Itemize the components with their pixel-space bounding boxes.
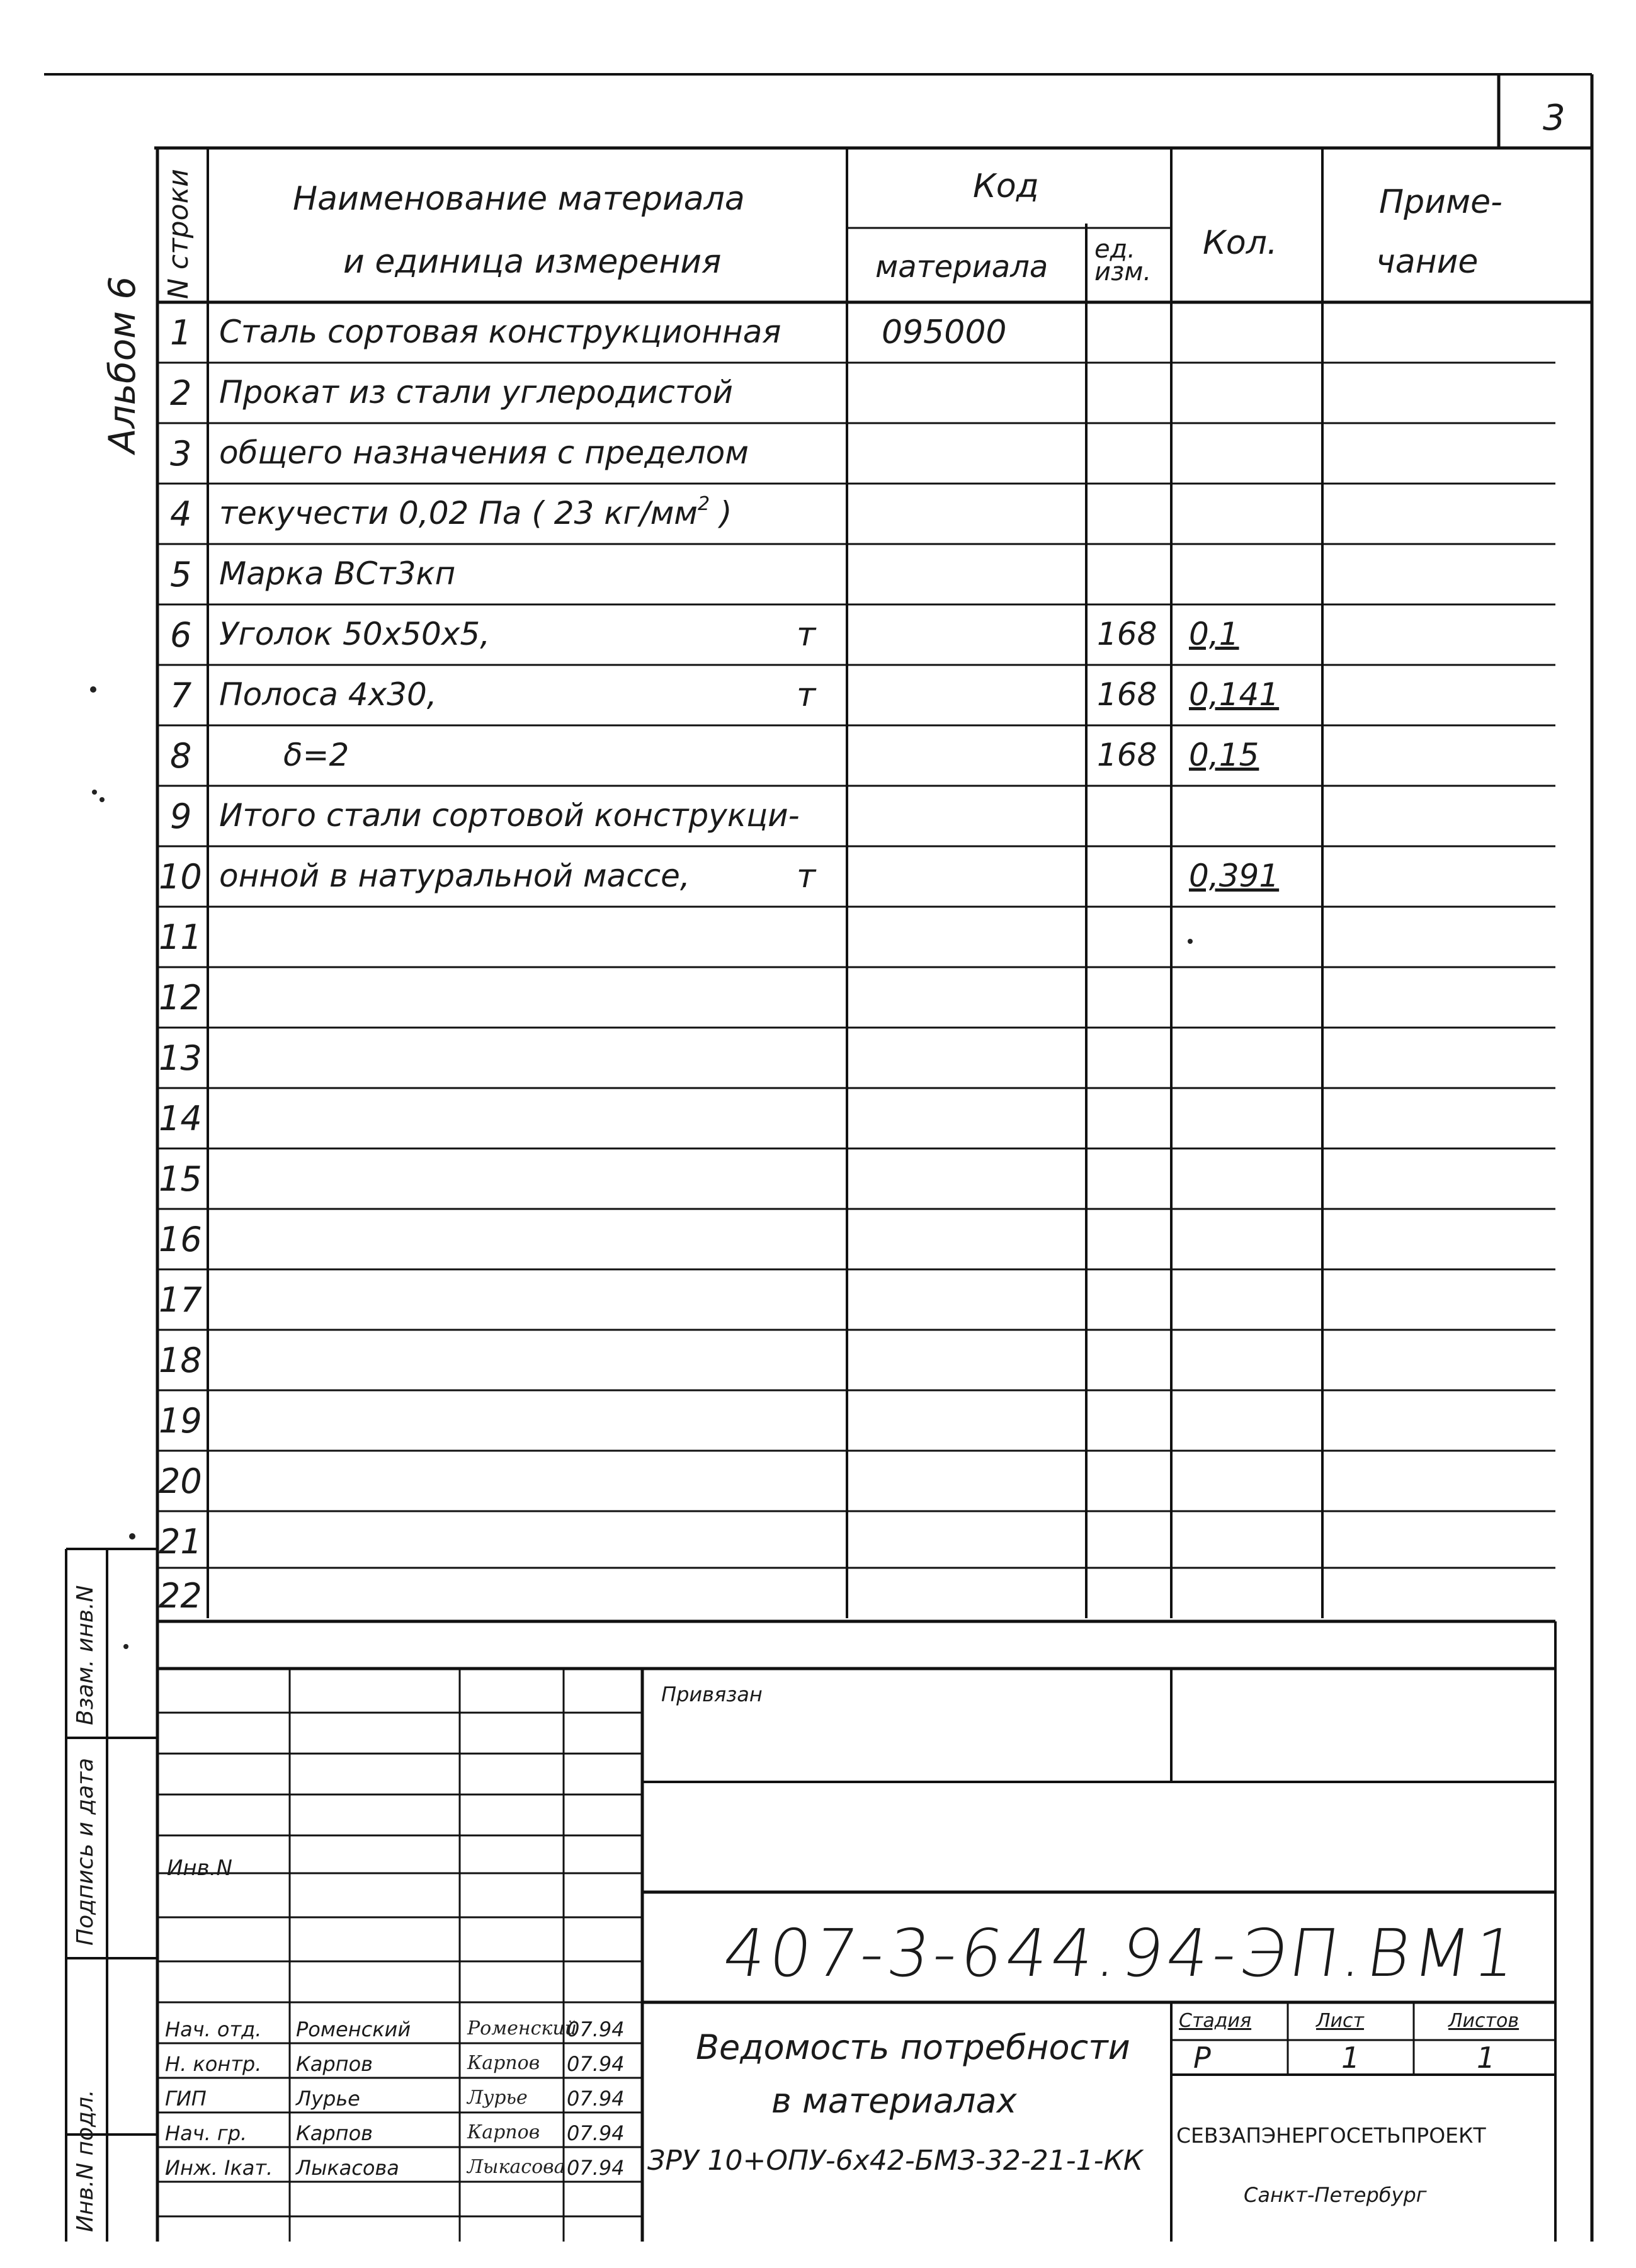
- row-number: 11: [159, 917, 202, 957]
- side-sign-date: Подпись и дата: [72, 1757, 98, 1946]
- row-name: δ=2: [283, 737, 349, 773]
- doc-title-line1: Ведомость потребности: [696, 2027, 1130, 2067]
- row-name: общего назначения с пределом: [219, 434, 749, 471]
- side-orig-inv: Инв.N подл.: [72, 2089, 98, 2232]
- signer-name: Лыкасова: [296, 2156, 399, 2180]
- header-code-unit: ед. изм.: [1094, 235, 1152, 286]
- row-number: 6: [170, 615, 192, 655]
- row-number: 22: [159, 1576, 202, 1616]
- row-number: 4: [170, 494, 192, 534]
- row-name: Полоса 4х30,: [219, 676, 437, 713]
- organization: СЕВЗАПЭНЕРГОСЕТЬПРОЕКТ: [1176, 2123, 1486, 2148]
- row-number: 10: [159, 857, 202, 897]
- sheet-label: Лист: [1316, 2010, 1365, 2032]
- row-unit-code: 168: [1097, 676, 1157, 713]
- row-quantity: 0,15: [1189, 737, 1259, 773]
- row-material-code: 095000: [882, 314, 1007, 351]
- header-note-line2: чание: [1376, 243, 1479, 281]
- header-qty: Кол.: [1203, 224, 1278, 262]
- attached-label: Привязан: [661, 1682, 763, 1706]
- album-label: Альбом 6: [101, 276, 144, 453]
- row-number: 9: [170, 797, 192, 836]
- row-name-tail: ): [710, 495, 732, 531]
- signer-date: 07.94: [567, 2052, 625, 2076]
- signer-role: Инж. Ікат.: [165, 2156, 273, 2180]
- row-name-superscript: 2: [698, 493, 710, 515]
- stage-value: Р: [1193, 2041, 1211, 2075]
- signer-role: Нач. гр.: [165, 2121, 247, 2145]
- row-quantity: 0,141: [1189, 676, 1280, 713]
- sheet-number: 3: [1543, 98, 1565, 139]
- row-unit-code: 168: [1097, 616, 1157, 652]
- row-number: 14: [159, 1099, 202, 1138]
- row-unit-symbol: т: [797, 616, 816, 654]
- signer-date: 07.94: [567, 2156, 625, 2180]
- signer-name: Карпов: [296, 2052, 373, 2076]
- sheets-value: 1: [1477, 2041, 1496, 2075]
- document-code: 407-3-644.94-ЭП.ВМ1: [719, 1915, 1525, 1992]
- signer-name: Лурье: [296, 2087, 360, 2111]
- row-number: 5: [170, 555, 192, 594]
- inv-no-label: Инв.N: [167, 1856, 232, 1881]
- signer-name: Роменский: [296, 2017, 411, 2041]
- signer-date: 07.94: [567, 2121, 625, 2145]
- row-number: 16: [159, 1220, 202, 1259]
- city: Санкт-Петербург: [1244, 2183, 1427, 2207]
- header-code: Код: [973, 167, 1039, 205]
- header-name-line1: Наименование материала: [293, 180, 745, 218]
- signer-signature: Лыкасова: [467, 2156, 565, 2178]
- row-name: Уголок 50х50х5,: [219, 616, 491, 652]
- signer-date: 07.94: [567, 2017, 625, 2041]
- row-number: 8: [170, 736, 192, 776]
- stage-label: Стадия: [1179, 2010, 1252, 2032]
- signer-signature: Карпов: [467, 2052, 540, 2074]
- signer-role: Нач. отд.: [165, 2017, 262, 2041]
- row-name: Сталь сортовая конструкционная: [219, 314, 781, 350]
- header-code-material: материала: [875, 249, 1048, 285]
- row-name: Марка ВСт3кп: [219, 555, 456, 592]
- object-name: ЗРУ 10+ОПУ-6х42-БМЗ-32-21-1-КК: [647, 2145, 1144, 2177]
- row-name: Прокат из стали углеродистой: [219, 374, 734, 411]
- row-number: 12: [159, 978, 202, 1018]
- row-quantity: 0,1: [1189, 616, 1239, 652]
- sheets-label: Листов: [1448, 2010, 1520, 2032]
- row-name: Итого стали сортовой конструкци-: [219, 797, 800, 834]
- header-name-line2: и единица измерения: [343, 243, 722, 281]
- row-name: онной в натуральной массе,: [219, 858, 690, 894]
- header-line-no: N строки: [162, 169, 195, 299]
- row-number: 15: [159, 1159, 202, 1199]
- signer-role: Н. контр.: [165, 2052, 262, 2076]
- row-name: текучести 0,02 Па ( 23 $кг/мм^2$ ): [219, 493, 732, 531]
- signer-signature: Роменский: [467, 2017, 577, 2039]
- row-number: 2: [170, 373, 192, 413]
- row-quantity: 0,391: [1189, 858, 1280, 894]
- row-number: 19: [159, 1401, 202, 1441]
- row-number: 21: [159, 1522, 202, 1562]
- header-note-line1: Приме-: [1379, 183, 1503, 221]
- signer-signature: Лурье: [467, 2087, 528, 2109]
- row-number: 18: [159, 1341, 202, 1380]
- row-unit-code: 168: [1097, 737, 1157, 773]
- doc-title-line2: в материалах: [771, 2081, 1017, 2121]
- row-unit-symbol: т: [797, 676, 816, 714]
- row-number: 20: [159, 1461, 202, 1501]
- side-replace-inv: Взам. инв.N: [72, 1585, 98, 1725]
- row-number: 17: [159, 1280, 202, 1320]
- signer-role: ГИП: [165, 2087, 207, 2111]
- row-number: 13: [159, 1038, 202, 1078]
- row-number: 7: [170, 676, 192, 715]
- signer-date: 07.94: [567, 2087, 625, 2111]
- row-unit-symbol: т: [797, 858, 816, 895]
- row-number: 1: [170, 313, 192, 353]
- signer-name: Карпов: [296, 2121, 373, 2145]
- sheet-value: 1: [1341, 2041, 1360, 2075]
- signer-signature: Карпов: [467, 2121, 540, 2143]
- row-number: 3: [170, 434, 192, 473]
